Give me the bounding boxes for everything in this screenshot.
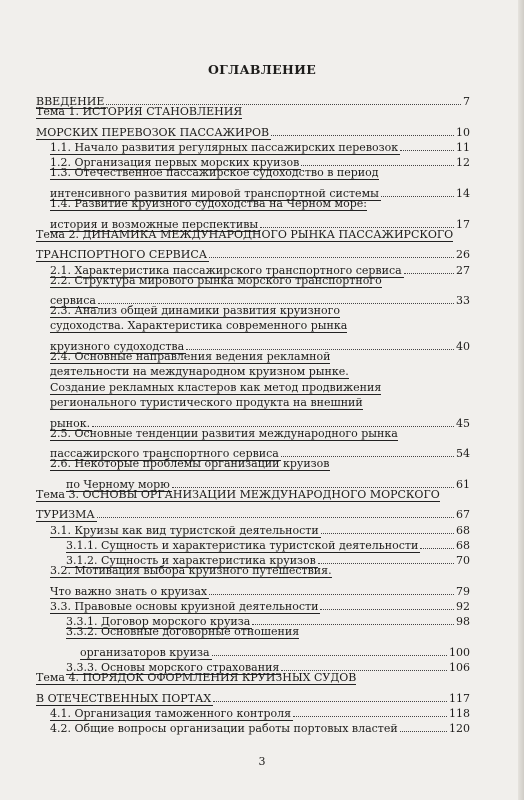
toc-entry-text: 3.2. Мотивация выбора круизного путешествия. [50, 564, 332, 578]
toc-page-number: 7 [463, 95, 470, 109]
toc-entry-text: 2.6. Некоторые проблемы организации круизов [50, 457, 330, 471]
toc-line [36, 686, 470, 705]
toc-page-number: 12 [456, 156, 470, 170]
dot-leader [293, 701, 447, 717]
toc-entry-text: 2.3. Анализ общей динамики развития круизного [50, 304, 340, 318]
toc-entry-text: МОРСКИХ ПЕРЕВОЗОК ПАССАЖИРОВ [36, 125, 270, 139]
toc-entry-text: Создание рекламных кластеров как метод продвижения [50, 380, 382, 394]
toc-entry-text: 1.1. Начало развития регулярных пассажирских перевозок [50, 141, 399, 155]
toc-line [36, 701, 470, 721]
toc-page-number: 118 [449, 707, 470, 721]
toc-line [36, 502, 470, 522]
toc-line [36, 395, 470, 410]
toc-entry-text: 4.1. Организация таможенного контроля [50, 707, 292, 721]
toc-entry-text: 3.1.1. Сущность и характеристика туристской деятельности [66, 538, 419, 552]
toc-page-number: 27 [456, 263, 470, 277]
dot-leader [281, 655, 447, 671]
toc-entry-text: сервиса [50, 294, 96, 308]
toc-line [36, 563, 470, 578]
toc-page-number: 40 [456, 340, 470, 354]
toc-line [36, 135, 470, 155]
toc-line [36, 609, 470, 629]
dot-leader [420, 533, 454, 549]
dot-leader [172, 471, 454, 487]
toc-line [36, 318, 470, 333]
dot-leader [97, 502, 454, 518]
toc-entry-text: В ОТЕЧЕСТВЕННЫХ ПОРТАХ [36, 691, 212, 705]
toc-entry-text: по Черному морю [66, 477, 170, 491]
dot-leader [404, 257, 454, 273]
toc-line [36, 165, 470, 180]
dot-leader [98, 288, 454, 304]
toc-entry-text: 3.3.2. Основные договорные отношения [66, 625, 300, 639]
toc-entry-text: 2.4. Основные направления ведения рекламной [50, 350, 331, 364]
toc-line [36, 257, 470, 277]
toc-entry-text: пассажирского транспортного сервиса [50, 447, 279, 461]
toc-line [36, 517, 470, 537]
page-number: 3 [258, 755, 266, 768]
toc-entry-text: интенсивного развития мировой транспортной системы [50, 187, 379, 201]
dot-leader [252, 609, 454, 625]
table-of-contents [36, 89, 470, 736]
toc-line [36, 533, 470, 552]
toc-entry-text: ТРАНСПОРТНОГО СЕРВИСА [36, 248, 208, 262]
toc-page-number: 14 [456, 187, 470, 201]
toc-entry-text: ТУРИЗМА [36, 508, 95, 522]
toc-line [36, 364, 470, 379]
toc-line [36, 211, 470, 231]
dot-leader [209, 579, 454, 595]
toc-page-number: 92 [456, 600, 470, 614]
toc-page-number: 10 [456, 125, 470, 139]
toc-page-number: 54 [456, 447, 470, 461]
toc-page-number: 61 [456, 477, 470, 491]
toc-entry-text: судоходства. Характеристика современного рынка [50, 319, 348, 333]
dot-leader [212, 640, 447, 656]
toc-line [36, 426, 470, 441]
toc-entry-text: 2.1. Характеристика пассажирского транспортного сервиса [50, 263, 402, 277]
toc-entry-text: 1.3. Отечественное пассажирское судоходство в период [50, 166, 379, 180]
toc-entry-text: регионального туристического продукта на внешний [50, 395, 363, 409]
dot-leader [281, 441, 454, 457]
toc-line [36, 471, 470, 491]
toc-entry-text: круизного судоходства [50, 340, 185, 354]
toc-line [36, 456, 470, 471]
toc-entry-text: Тема 2. ДИНАМИКА МЕЖДУНАРОДНОГО РЫНКА ПАССАЖИРСКОГО [36, 227, 454, 241]
toc-page-number: 45 [456, 416, 470, 430]
dot-leader [260, 211, 454, 227]
toc-entry-text: 1.4. Развитие круизного судоходства на Черном море: [50, 197, 367, 211]
toc-entry-text: 3.3. Правовые основы круизной деятельности [50, 600, 319, 614]
dot-leader [92, 410, 454, 426]
toc-entry-text: 2.5. Основные тенденции развития международного рынка [50, 426, 398, 440]
dot-leader [381, 181, 454, 197]
toc-line [36, 380, 470, 395]
dot-leader [301, 150, 454, 166]
toc-line [36, 548, 470, 568]
toc-page-number: 106 [449, 661, 470, 675]
dot-leader [400, 135, 454, 151]
toc-entry-text: Тема 4. ПОРЯДОК ОФОРМЛЕНИЯ КРУИЗНЫХ СУДОВ [36, 671, 357, 685]
toc-page-number: 100 [449, 645, 470, 659]
toc-page-number: 11 [456, 141, 470, 155]
toc-line [36, 487, 470, 502]
toc-page-number: 117 [449, 691, 470, 705]
toc-line [36, 242, 470, 262]
toc-entry-text: ВВЕДЕНИЕ [36, 95, 105, 109]
toc-line [36, 196, 470, 211]
toc-line [36, 441, 470, 461]
toc-line [36, 104, 470, 119]
toc-entry-text: Тема 1. ИСТОРИЯ СТАНОВЛЕНИЯ [36, 105, 243, 119]
toc-entry-text: 3.3.1. Договор морского круиза [66, 615, 251, 629]
toc-entry-text: 3.1. Круизы как вид туристской деятельности [50, 523, 319, 537]
toc-line [36, 410, 470, 430]
toc-line [36, 624, 470, 639]
toc-page-number: 33 [456, 294, 470, 308]
toc-entry-text: 1.2. Организация первых морских круизов [50, 156, 300, 170]
toc-page-number: 98 [456, 615, 470, 629]
toc-line [36, 120, 470, 139]
toc-page-number: 120 [449, 722, 470, 736]
toc-entry-text: 3.1.2. Сущность и характеристика круизов [66, 554, 316, 568]
dot-leader [321, 517, 454, 533]
toc-line [36, 303, 470, 318]
page-edge-shadow [518, 0, 524, 800]
dot-leader [106, 89, 461, 105]
toc-page-number: 67 [456, 508, 470, 522]
toc-line [36, 273, 470, 288]
toc-line [36, 150, 470, 170]
toc-line [36, 349, 470, 364]
toc-page-number: 26 [456, 248, 470, 262]
toc-page-number: 70 [456, 554, 470, 568]
toc-page-number: 68 [456, 523, 470, 537]
toc-page-number: 68 [456, 538, 470, 552]
page-title: ОГЛАВЛЕНИЕ [207, 62, 317, 77]
dot-leader [400, 716, 447, 732]
toc-line [36, 288, 470, 308]
toc-entry-text: деятельности на международном круизном рынке. [50, 365, 349, 379]
toc-line [36, 640, 470, 659]
toc-entry-text: 2.2. Структура мирового рынка морского транспортного [50, 273, 382, 287]
toc-entry-text: Что важно знать о круизах [50, 584, 208, 598]
dot-leader [213, 686, 447, 702]
toc-line [36, 334, 470, 354]
toc-line [36, 227, 470, 242]
toc-entry-text: организаторов круиза [80, 645, 210, 659]
dot-leader [186, 334, 454, 350]
dot-leader [318, 548, 454, 564]
dot-leader [209, 242, 454, 258]
toc-line [36, 670, 470, 685]
toc-page-number: 79 [456, 584, 470, 598]
dot-leader [320, 594, 454, 610]
toc-entry-text: 3.3.3. Основы морского страхования [66, 661, 280, 675]
toc-entry-text: 4.2. Общие вопросы организации работы портовых властей [50, 722, 398, 736]
toc-line [36, 181, 470, 201]
toc-entry-text: история и возможные перспективы [50, 217, 259, 231]
toc-entry-text: рынок. [50, 416, 91, 430]
toc-line [36, 579, 470, 598]
toc-line [36, 655, 470, 675]
toc-line [36, 594, 470, 614]
toc-line [36, 89, 470, 109]
toc-entry-text: Тема 3. ОСНОВЫ ОРГАНИЗАЦИИ МЕЖДУНАРОДНОГО МОРСКОГО [36, 487, 440, 501]
toc-line [36, 716, 470, 736]
dot-leader [271, 120, 454, 136]
toc-page-number: 17 [456, 217, 470, 231]
